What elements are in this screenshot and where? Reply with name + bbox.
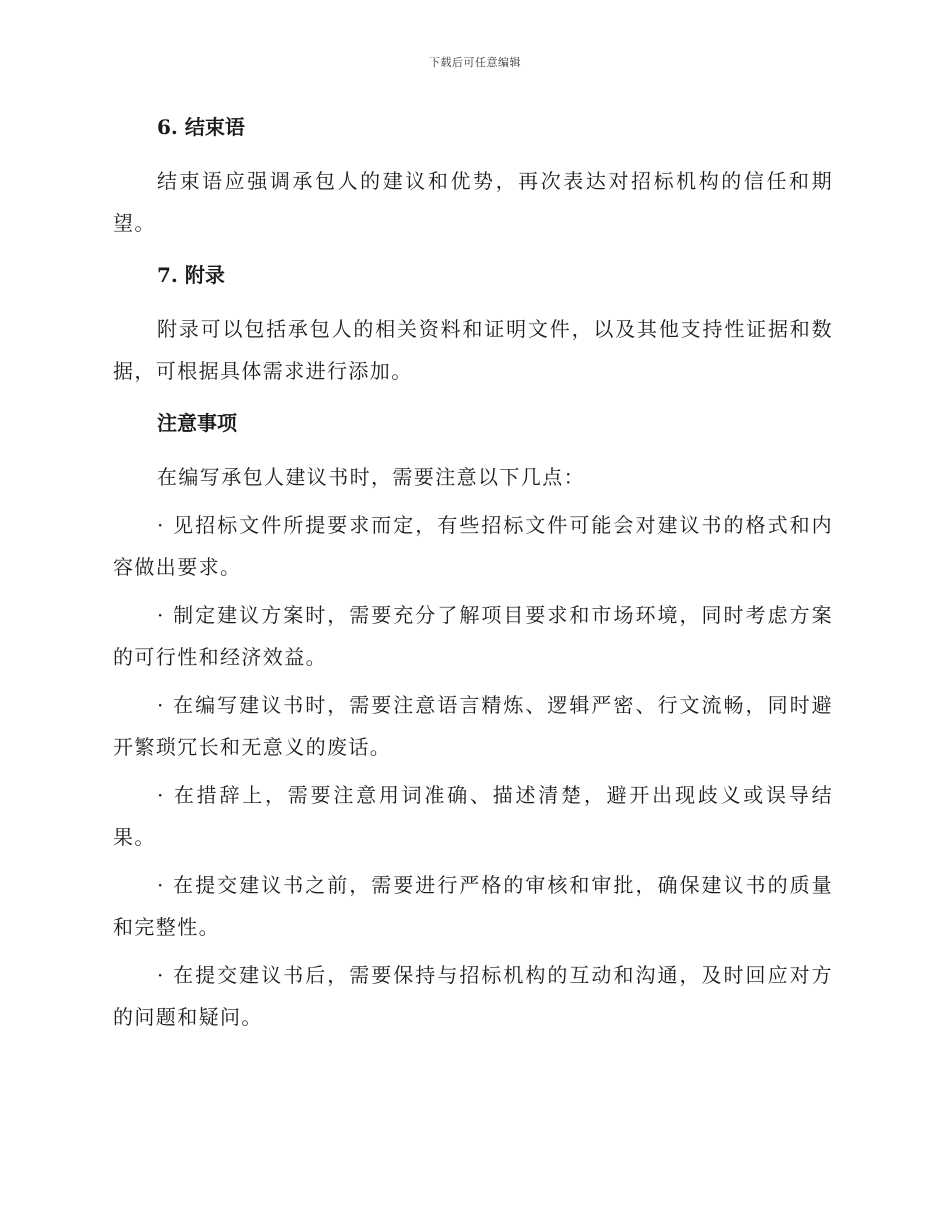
note-bullet-5: · 在提交建议书之前，需要进行严格的审核和审批，确保建议书的质量和完整性。 [113,873,833,939]
section-6-title: 6. 结束语 [157,115,245,139]
note-bullet-1: · 见招标文件所提要求而定，有些招标文件可能会对建议书的格式和内容做出要求。 [113,513,833,579]
note-bullet-6: · 在提交建议书后，需要保持与招标机构的互动和沟通，及时回应对方的问题和疑问。 [113,963,833,1029]
section-7-paragraph: 附录可以包括承包人的相关资料和证明文件，以及其他支持性证据和数据，可根据具体需求进行添加。 [113,317,833,383]
document-body [113,112,833,1044]
note-bullet-4: · 在措辞上，需要注意用词准确、描述清楚，避开出现歧义或误导结果。 [113,783,833,849]
section-6-paragraph: 结束语应强调承包人的建议和优势，再次表达对招标机构的信任和期望。 [113,169,833,235]
notes-intro: 在编写承包人建议书时，需要注意以下几点： [157,465,585,489]
section-7-title: 7. 附录 [157,263,225,287]
notes-title: 注意事项 [157,411,237,435]
note-bullet-2: · 制定建议方案时，需要充分了解项目要求和市场环境，同时考虑方案的可行性和经济效益。 [113,603,833,669]
header-note: 下载后可任意编辑 [429,56,521,69]
note-bullet-3: · 在编写建议书时，需要注意语言精炼、逻辑严密、行文流畅，同时避开繁琐冗长和无意义的废话。 [113,693,833,759]
